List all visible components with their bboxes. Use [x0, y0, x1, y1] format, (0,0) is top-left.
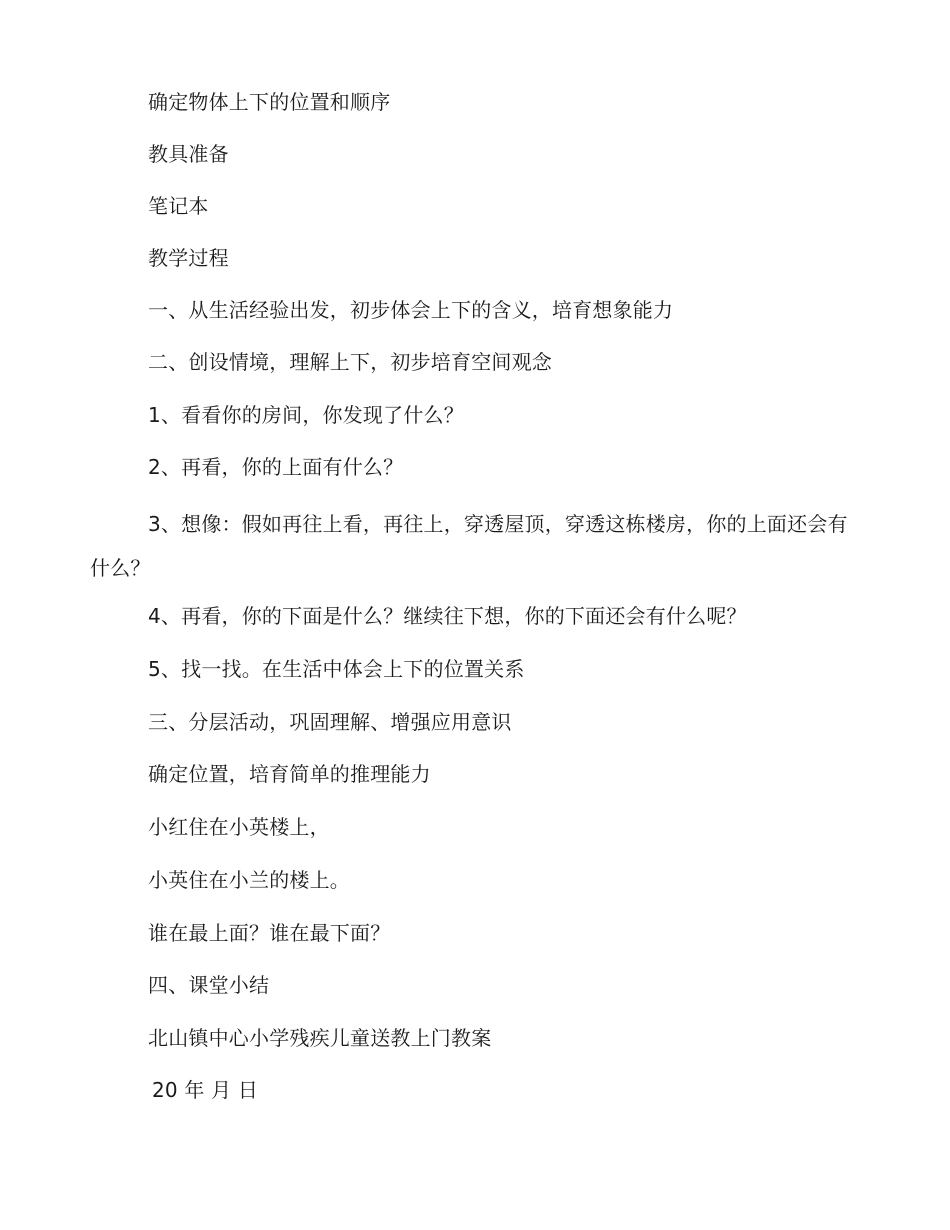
step-two-heading: 二、创设情境，理解上下，初步培育空间观念	[148, 350, 552, 374]
topic-line: 确定物体上下的位置和顺序	[148, 90, 391, 114]
date-line: 20 年 月 日	[152, 1078, 259, 1102]
list-item-5: 5、找一找。在生活中体会上下的位置关系	[148, 657, 525, 681]
step-four-heading: 四、课堂小结	[148, 973, 270, 997]
list-item-2: 2、再看，你的上面有什么？	[148, 455, 404, 479]
list-item-3: 3、想像：假如再往上看，再往上，穿透屋顶，穿透这栋楼房，你的上面还会有什么？	[90, 512, 848, 580]
materials-item: 笔记本	[148, 194, 209, 218]
activity-clue-1: 小红住在小英楼上，	[148, 815, 330, 839]
step-one-heading: 一、从生活经验出发，初步体会上下的含义，培育想象能力	[148, 298, 674, 322]
step-three-heading: 三、分层活动，巩固理解、增强应用意识	[148, 710, 512, 734]
school-name: 北山镇中心小学残疾儿童送教上门教案	[148, 1026, 492, 1050]
section-heading-process: 教学过程	[148, 246, 229, 270]
activity-clue-2: 小英住在小兰的楼上。	[148, 868, 350, 892]
activity-question: 谁在最上面？谁在最下面？	[148, 921, 391, 945]
section-heading-materials: 教具准备	[148, 142, 229, 166]
activity-line: 确定位置，培育简单的推理能力	[148, 762, 431, 786]
list-item-1: 1、看看你的房间，你发现了什么？	[148, 403, 464, 427]
list-item-4: 4、再看，你的下面是什么？继续往下想，你的下面还会有什么呢？	[148, 604, 747, 628]
